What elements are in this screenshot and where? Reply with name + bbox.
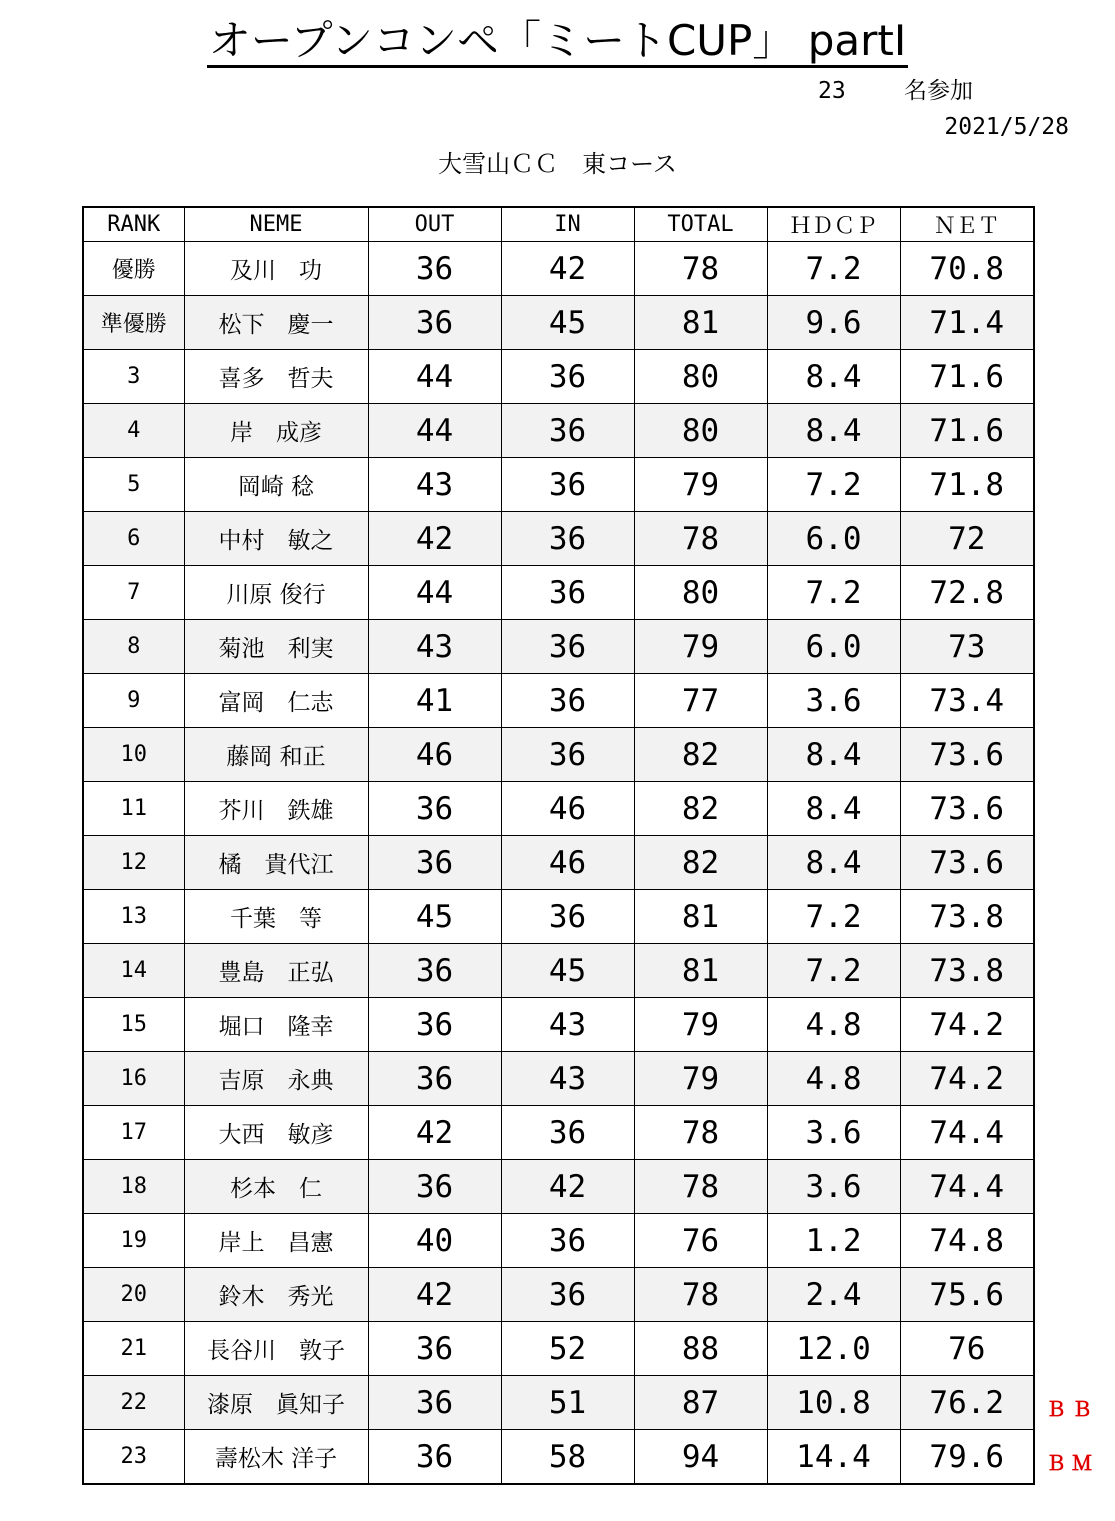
- cell-out: 36: [368, 1376, 501, 1430]
- cell-net: 73: [900, 620, 1034, 674]
- cell-total: 78: [634, 242, 767, 296]
- cell-total: 79: [634, 1052, 767, 1106]
- cell-rank: 9: [83, 674, 184, 728]
- cell-in: 46: [501, 836, 634, 890]
- cell-out: 36: [368, 782, 501, 836]
- table-row: [83, 944, 1034, 998]
- cell-net: 76: [900, 1322, 1034, 1376]
- cell-total: 78: [634, 512, 767, 566]
- header-row: [83, 207, 1034, 242]
- cell-hdcp: 7.2: [767, 458, 900, 512]
- cell-in: 36: [501, 728, 634, 782]
- table-row: [83, 242, 1034, 296]
- cell-in: 52: [501, 1322, 634, 1376]
- cell-hdcp: 7.2: [767, 242, 900, 296]
- cell-total: 79: [634, 620, 767, 674]
- cell-out: 36: [368, 836, 501, 890]
- table-row: [83, 674, 1034, 728]
- cell-in: 36: [501, 674, 634, 728]
- cell-out: 36: [368, 1160, 501, 1214]
- cell-hdcp: 3.6: [767, 1160, 900, 1214]
- cell-in: 45: [501, 944, 634, 998]
- table-row: [83, 296, 1034, 350]
- cell-in: 45: [501, 296, 634, 350]
- cell-hdcp: 3.6: [767, 674, 900, 728]
- event-date: 2021/5/28: [944, 114, 1069, 140]
- cell-hdcp: 6.0: [767, 512, 900, 566]
- cell-total: 81: [634, 890, 767, 944]
- cell-out: 42: [368, 1106, 501, 1160]
- page-title: [0, 14, 1115, 68]
- cell-in: 36: [501, 350, 634, 404]
- cell-net: 74.2: [900, 998, 1034, 1052]
- cell-net: 74.4: [900, 1160, 1034, 1214]
- cell-name: 橘 貴代江: [184, 836, 368, 890]
- cell-out: 36: [368, 998, 501, 1052]
- title-text: オープンコンペ「ミートCUP」 partⅠ: [207, 16, 909, 68]
- cell-net: 73.8: [900, 890, 1034, 944]
- cell-net: 79.6: [900, 1430, 1034, 1485]
- cell-net: 73.8: [900, 944, 1034, 998]
- header-out: OUT: [368, 207, 501, 242]
- cell-in: 36: [501, 1106, 634, 1160]
- course-name: 大雪山ＣＣ 東コース: [438, 150, 677, 178]
- cell-hdcp: 14.4: [767, 1430, 900, 1485]
- cell-hdcp: 1.2: [767, 1214, 900, 1268]
- cell-net: 71.4: [900, 296, 1034, 350]
- cell-rank: 13: [83, 890, 184, 944]
- cell-net: 73.4: [900, 674, 1034, 728]
- cell-rank: 11: [83, 782, 184, 836]
- cell-rank: 21: [83, 1322, 184, 1376]
- cell-out: 36: [368, 1052, 501, 1106]
- cell-total: 78: [634, 1106, 767, 1160]
- cell-hdcp: 4.8: [767, 1052, 900, 1106]
- participant-label: 名参加: [904, 78, 973, 104]
- header-in: IN: [501, 207, 634, 242]
- cell-name: 堀口 隆幸: [184, 998, 368, 1052]
- cell-out: 36: [368, 1430, 501, 1485]
- award-bb: ＢＢ: [1046, 1397, 1098, 1421]
- cell-rank: 20: [83, 1268, 184, 1322]
- cell-hdcp: 9.6: [767, 296, 900, 350]
- cell-total: 81: [634, 296, 767, 350]
- table-row: [83, 1430, 1034, 1485]
- cell-name: 喜多 哲夫: [184, 350, 368, 404]
- table-row: [83, 566, 1034, 620]
- cell-name: 杉本 仁: [184, 1160, 368, 1214]
- cell-name: 中村 敏之: [184, 512, 368, 566]
- cell-out: 44: [368, 350, 501, 404]
- cell-hdcp: 3.6: [767, 1106, 900, 1160]
- table-row: [83, 1160, 1034, 1214]
- cell-rank: 19: [83, 1214, 184, 1268]
- cell-rank: 17: [83, 1106, 184, 1160]
- table-row: [83, 1376, 1034, 1430]
- cell-rank: 6: [83, 512, 184, 566]
- cell-out: 42: [368, 1268, 501, 1322]
- cell-name: 岸上 昌憲: [184, 1214, 368, 1268]
- cell-rank: 5: [83, 458, 184, 512]
- table-row: [83, 1268, 1034, 1322]
- cell-hdcp: 12.0: [767, 1322, 900, 1376]
- cell-in: 36: [501, 566, 634, 620]
- results-body: [83, 242, 1034, 1485]
- table-row: [83, 404, 1034, 458]
- participant-number: 23: [818, 78, 846, 104]
- participant-count: [818, 76, 973, 106]
- cell-rank: 14: [83, 944, 184, 998]
- cell-name: 及川 功: [184, 242, 368, 296]
- award-bm: ＢＭ: [1046, 1451, 1098, 1475]
- cell-out: 36: [368, 296, 501, 350]
- results-table: [82, 206, 1035, 1485]
- cell-total: 94: [634, 1430, 767, 1485]
- cell-out: 44: [368, 566, 501, 620]
- cell-name: 芥川 鉄雄: [184, 782, 368, 836]
- cell-rank: 4: [83, 404, 184, 458]
- cell-hdcp: 8.4: [767, 728, 900, 782]
- header-name: NEME: [184, 207, 368, 242]
- table-row: [83, 728, 1034, 782]
- cell-rank: 10: [83, 728, 184, 782]
- cell-out: 36: [368, 944, 501, 998]
- cell-in: 58: [501, 1430, 634, 1485]
- cell-rank: 18: [83, 1160, 184, 1214]
- cell-out: 44: [368, 404, 501, 458]
- cell-net: 76.2: [900, 1376, 1034, 1430]
- table-row: [83, 620, 1034, 674]
- cell-hdcp: 6.0: [767, 620, 900, 674]
- cell-rank: 23: [83, 1430, 184, 1485]
- table-row: [83, 458, 1034, 512]
- cell-net: 73.6: [900, 782, 1034, 836]
- cell-name: 壽松木 洋子: [184, 1430, 368, 1485]
- table-row: [83, 782, 1034, 836]
- cell-total: 87: [634, 1376, 767, 1430]
- cell-net: 73.6: [900, 728, 1034, 782]
- cell-total: 80: [634, 404, 767, 458]
- cell-rank: 22: [83, 1376, 184, 1430]
- cell-out: 36: [368, 242, 501, 296]
- cell-out: 42: [368, 512, 501, 566]
- cell-total: 88: [634, 1322, 767, 1376]
- cell-rank: 15: [83, 998, 184, 1052]
- cell-net: 73.6: [900, 836, 1034, 890]
- cell-name: 大西 敏彦: [184, 1106, 368, 1160]
- cell-name: 吉原 永典: [184, 1052, 368, 1106]
- cell-in: 42: [501, 1160, 634, 1214]
- table-row: [83, 1214, 1034, 1268]
- cell-name: 漆原 眞知子: [184, 1376, 368, 1430]
- cell-in: 36: [501, 404, 634, 458]
- cell-net: 75.6: [900, 1268, 1034, 1322]
- cell-in: 36: [501, 458, 634, 512]
- cell-hdcp: 2.4: [767, 1268, 900, 1322]
- cell-total: 78: [634, 1160, 767, 1214]
- cell-net: 74.4: [900, 1106, 1034, 1160]
- cell-net: 74.8: [900, 1214, 1034, 1268]
- cell-total: 77: [634, 674, 767, 728]
- cell-name: 菊池 利実: [184, 620, 368, 674]
- cell-total: 81: [634, 944, 767, 998]
- cell-in: 42: [501, 242, 634, 296]
- cell-total: 78: [634, 1268, 767, 1322]
- cell-out: 41: [368, 674, 501, 728]
- cell-total: 79: [634, 458, 767, 512]
- cell-total: 79: [634, 998, 767, 1052]
- cell-hdcp: 8.4: [767, 782, 900, 836]
- cell-name: 藤岡 和正: [184, 728, 368, 782]
- cell-hdcp: 8.4: [767, 350, 900, 404]
- cell-rank: 3: [83, 350, 184, 404]
- cell-in: 36: [501, 1268, 634, 1322]
- header-total: TOTAL: [634, 207, 767, 242]
- cell-in: 36: [501, 620, 634, 674]
- cell-out: 46: [368, 728, 501, 782]
- cell-net: 71.6: [900, 350, 1034, 404]
- cell-in: 51: [501, 1376, 634, 1430]
- table-row: [83, 998, 1034, 1052]
- cell-net: 71.8: [900, 458, 1034, 512]
- cell-net: 70.8: [900, 242, 1034, 296]
- cell-in: 36: [501, 1214, 634, 1268]
- cell-name: 千葉 等: [184, 890, 368, 944]
- cell-total: 76: [634, 1214, 767, 1268]
- cell-total: 82: [634, 782, 767, 836]
- cell-rank: 12: [83, 836, 184, 890]
- cell-net: 72: [900, 512, 1034, 566]
- cell-rank: 16: [83, 1052, 184, 1106]
- cell-out: 43: [368, 620, 501, 674]
- cell-hdcp: 7.2: [767, 890, 900, 944]
- cell-in: 43: [501, 1052, 634, 1106]
- cell-name: 長谷川 敦子: [184, 1322, 368, 1376]
- cell-rank: 準優勝: [83, 296, 184, 350]
- table-row: [83, 350, 1034, 404]
- cell-in: 43: [501, 998, 634, 1052]
- cell-name: 川原 俊行: [184, 566, 368, 620]
- cell-name: 岡崎 稔: [184, 458, 368, 512]
- cell-hdcp: 8.4: [767, 836, 900, 890]
- cell-hdcp: 7.2: [767, 944, 900, 998]
- cell-name: 松下 慶一: [184, 296, 368, 350]
- cell-net: 72.8: [900, 566, 1034, 620]
- cell-rank: 優勝: [83, 242, 184, 296]
- cell-rank: 7: [83, 566, 184, 620]
- cell-out: 45: [368, 890, 501, 944]
- cell-name: 岸 成彦: [184, 404, 368, 458]
- table-row: [83, 1322, 1034, 1376]
- cell-total: 80: [634, 566, 767, 620]
- cell-total: 80: [634, 350, 767, 404]
- cell-out: 36: [368, 1322, 501, 1376]
- cell-hdcp: 10.8: [767, 1376, 900, 1430]
- cell-total: 82: [634, 728, 767, 782]
- cell-in: 46: [501, 782, 634, 836]
- table-row: [83, 836, 1034, 890]
- cell-name: 鈴木 秀光: [184, 1268, 368, 1322]
- cell-total: 82: [634, 836, 767, 890]
- table-row: [83, 512, 1034, 566]
- cell-hdcp: 7.2: [767, 566, 900, 620]
- header-rank: RANK: [83, 207, 184, 242]
- cell-out: 40: [368, 1214, 501, 1268]
- cell-net: 71.6: [900, 404, 1034, 458]
- header-hdcp: ＨＤＣＰ: [767, 207, 900, 242]
- cell-net: 74.2: [900, 1052, 1034, 1106]
- cell-hdcp: 4.8: [767, 998, 900, 1052]
- cell-out: 43: [368, 458, 501, 512]
- cell-rank: 8: [83, 620, 184, 674]
- table-row: [83, 890, 1034, 944]
- cell-in: 36: [501, 512, 634, 566]
- header-net: ＮＥＴ: [900, 207, 1034, 242]
- table-row: [83, 1052, 1034, 1106]
- cell-name: 富岡 仁志: [184, 674, 368, 728]
- cell-in: 36: [501, 890, 634, 944]
- table-row: [83, 1106, 1034, 1160]
- cell-hdcp: 8.4: [767, 404, 900, 458]
- cell-name: 豊島 正弘: [184, 944, 368, 998]
